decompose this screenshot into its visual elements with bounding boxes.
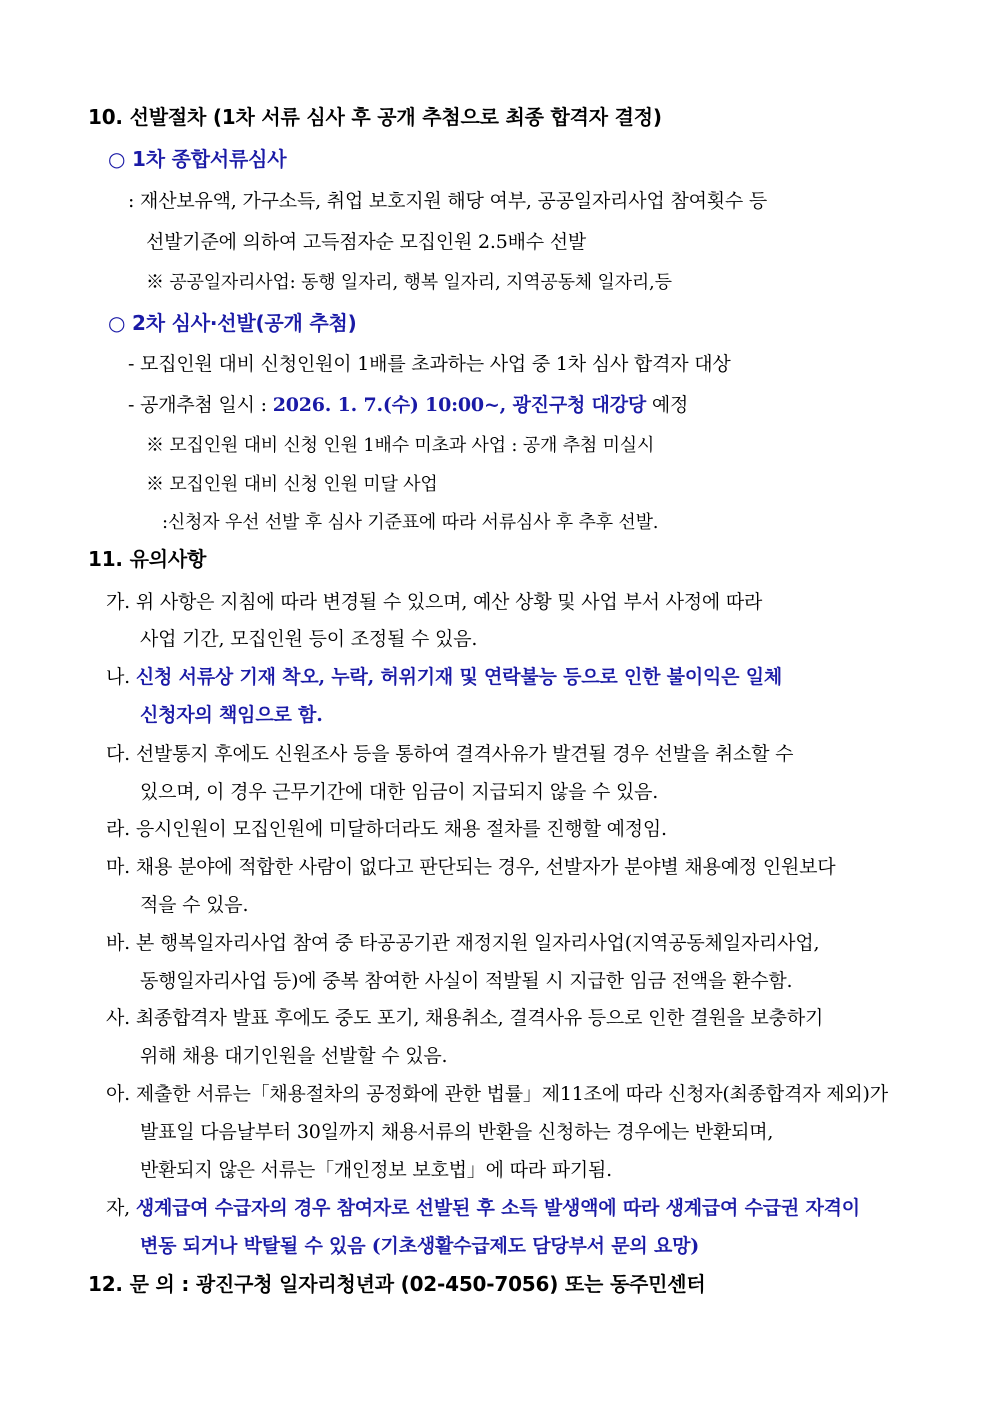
step2-line1: - 모집인원 대비 신청인원이 1배를 초과하는 사업 중 1차 심사 합격자 대상 (128, 353, 731, 375)
note-sa-line1: 사. 최종합격자 발표 후에도 중도 포기, 채용취소, 결격사유 등으로 인한 결원을 보충하기 (106, 1007, 824, 1029)
step1-note: ※ 공공일자리사업: 동행 일자리, 행복 일자리, 지역공동체 일자리,등 (146, 272, 672, 293)
step2-note1: ※ 모집인원 대비 신청 인원 1배수 미초과 사업 : 공개 추첨 미실시 (146, 435, 655, 456)
note-ba-line2: 동행일자리사업 등)에 중복 참여한 사실이 적발될 시 지급한 임금 전액을 환수함. (140, 970, 793, 992)
step2-line2-suffix: 예정 (646, 394, 689, 416)
note-a-line1: 아. 제출한 서류는「채용절차의 공정화에 관한 법률」제11조에 따라 신청자(최종합격자 제외)가 (106, 1083, 888, 1105)
note-na-marker: 나. (106, 666, 136, 688)
note-a-line3: 반환되지 않은 서류는「개인정보 보호법」에 따라 파기됨. (140, 1159, 613, 1181)
note-ja-marker: 자, (106, 1197, 136, 1219)
note-da-line1: 다. 선발통지 후에도 신원조사 등을 통하여 결격사유가 발견될 경우 선발을 취소할 수 (106, 743, 794, 765)
step1-title: ○ 1차 종합서류심사 (108, 147, 287, 171)
note-ma-line2: 적을 수 있음. (140, 894, 249, 916)
lottery-date-highlight: 2026. 1. 7.(수) 10:00~, 광진구청 대강당 (272, 394, 646, 416)
section-10-heading: 10. 선발절차 (1차 서류 심사 후 공개 추첨으로 최종 합격자 결정) (88, 105, 662, 129)
section-12-contact: 12. 문 의 : 광진구청 일자리청년과 (02-450-7056) 또는 동주민센터 (88, 1272, 706, 1296)
note-sa-line2: 위해 채용 대기인원을 선발할 수 있음. (140, 1045, 448, 1067)
note-ga-line2: 사업 기간, 모집인원 등이 조정될 수 있음. (140, 628, 478, 650)
note-ma-line1: 마. 채용 분야에 적합한 사람이 없다고 판단되는 경우, 선발자가 분야별 채용예정 인원보다 (106, 856, 836, 878)
note-da-line2: 있으며, 이 경우 근무기간에 대한 임금이 지급되지 않을 수 있음. (140, 781, 659, 803)
step2-note3: :신청자 우선 선발 후 심사 기준표에 따라 서류심사 후 추후 선발. (162, 512, 659, 533)
note-ba-line1: 바. 본 행복일자리사업 참여 중 타공공기관 재정지원 일자리사업(지역공동체일자리사업, (106, 932, 820, 954)
note-ja-text: 생계급여 수급자의 경우 참여자로 선발된 후 소득 발생액에 따라 생계급여 수급권 자격이 (135, 1197, 860, 1219)
note-na-text: 신청 서류상 기재 착오, 누락, 허위기재 및 연락불능 등으로 인한 불이익은 일체 (135, 666, 783, 688)
step2-line2 (128, 392, 688, 418)
note-ra-line1: 라. 응시인원이 모집인원에 미달하더라도 채용 절차를 진행할 예정임. (106, 818, 667, 840)
step2-title: ○ 2차 심사·선발(공개 추첨) (108, 311, 357, 335)
step1-line1: : 재산보유액, 가구소득, 취업 보호지원 해당 여부, 공공일자리사업 참여횟수 등 (128, 190, 768, 212)
step1-line2: 선발기준에 의하여 고득점자순 모집인원 2.5배수 선발 (146, 231, 587, 253)
section-11-heading: 11. 유의사항 (88, 547, 207, 571)
note-ja-line2: 변동 되거나 박탈될 수 있음 (기초생활수급제도 담당부서 문의 요망) (140, 1235, 700, 1257)
note-ga-line1: 가. 위 사항은 지침에 따라 변경될 수 있으며, 예산 상황 및 사업 부서 사정에 따라 (106, 591, 763, 613)
step2-line2-prefix: - 공개추첨 일시 : (128, 394, 273, 416)
note-ja-line1 (106, 1195, 860, 1221)
note-a-line2: 발표일 다음날부터 30일까지 채용서류의 반환을 신청하는 경우에는 반환되며, (140, 1121, 774, 1143)
note-na-line1 (106, 664, 782, 690)
note-na-line2: 신청자의 책임으로 함. (140, 704, 323, 726)
step2-note2: ※ 모집인원 대비 신청 인원 미달 사업 (146, 474, 438, 495)
